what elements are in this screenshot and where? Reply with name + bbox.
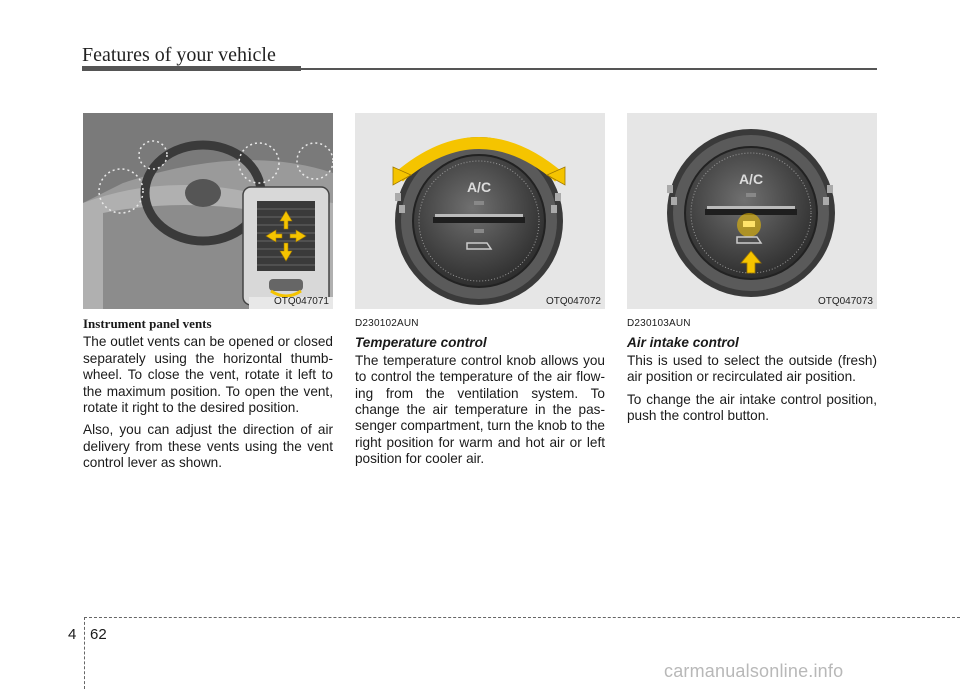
figure-code: OTQ047071	[273, 296, 329, 307]
figure-code: OTQ047072	[545, 296, 601, 307]
section-heading: Air intake control	[627, 335, 739, 351]
paragraph: This is used to select the outside (fresh) air position or recirculated air position.	[627, 352, 877, 385]
header-rule	[301, 68, 877, 70]
ac-label: A/C	[466, 179, 492, 195]
section-code: D230102AUN	[355, 318, 419, 329]
instrument-panel-illustration	[83, 113, 333, 309]
watermark: carmanualsonline.info	[664, 661, 844, 681]
paragraph: To change the air intake control position, push the control button.	[627, 391, 877, 424]
section-heading: Temperature control	[355, 335, 487, 351]
header-bar	[82, 66, 301, 71]
column-instrument-panel-vents	[83, 316, 333, 478]
chapter-number: 4	[68, 626, 77, 643]
section-code: D230103AUN	[627, 318, 691, 329]
section-title: Instrument panel vents	[83, 316, 212, 331]
paragraph: The outlet vents can be opened or closed separately using the horizontal thumb-wheel. To close the vent, rotate it left to the maximum position. To open the vent, rotate it right to the desired position.	[83, 334, 333, 416]
figure-air-intake-knob	[627, 113, 877, 309]
figure-temperature-knob	[355, 113, 605, 309]
ac-label: A/C	[738, 171, 764, 187]
paragraph: The temperature control knob allows you to control the temperature of the air flow-ing from the ventilation system. To change the air temperature in the pas-senger compartment, turn the knob to the right position for warm and hot air or left position for cooler air.	[355, 352, 605, 467]
footer-divider	[84, 617, 85, 689]
figure-instrument-panel	[83, 113, 333, 309]
paragraph: Also, you can adjust the direction of air delivery from these vents using the vent control lever as shown.	[83, 422, 333, 471]
page-number: 62	[90, 626, 107, 643]
column-air-intake-control	[627, 316, 877, 430]
air-intake-knob-illustration	[627, 113, 877, 309]
footer-rule	[84, 617, 960, 618]
page-header-title: Features of your vehicle	[82, 44, 276, 66]
temperature-knob-illustration	[355, 113, 605, 309]
column-temperature-control	[355, 316, 605, 474]
figure-code: OTQ047073	[817, 296, 873, 307]
